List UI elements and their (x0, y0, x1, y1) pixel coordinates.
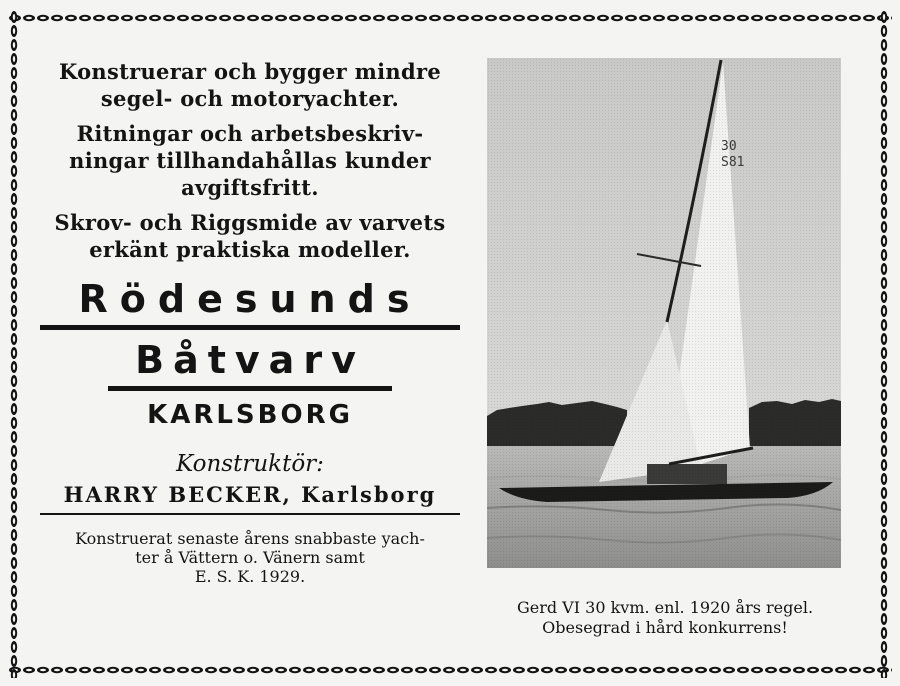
designer-label: Konstruktör: (176, 451, 324, 477)
photo-caption (475, 598, 855, 638)
text-line: avgiftsfritt. (181, 175, 319, 200)
text-line: erkänt praktiska modeller. (89, 237, 411, 262)
caption-line: Obesegrad i hård konkurrens! (542, 618, 788, 637)
text-line: segel- och motoryachter. (100, 86, 400, 111)
city-name: KARLSBORG (147, 400, 353, 430)
text-line: Konstruerat senaste årens snabbaste yach- (75, 529, 425, 548)
brand-name-line1: Rödesunds (78, 277, 422, 321)
ornamental-border-right (876, 10, 892, 678)
text-line: E. S. K. 1929. (194, 567, 306, 586)
text-line: ter å Vättern o. Vänern samt (135, 548, 365, 567)
drawings-paragraph (30, 120, 470, 201)
sailboat-photo (487, 58, 841, 568)
brand-name-line2: Båtvarv (135, 338, 365, 382)
divider-rule (40, 325, 460, 330)
text-line: ningar tillhandahållas kunder (69, 148, 431, 173)
divider-rule (108, 386, 392, 391)
caption-line: Gerd VI 30 kvm. enl. 1920 års regel. (516, 598, 814, 617)
text-line: Ritningar och arbetsbeskriv- (76, 121, 424, 146)
text-line: Skrov- och Riggsmide av varvets (54, 210, 446, 235)
ornamental-border-top (8, 10, 892, 26)
rigging-paragraph (30, 209, 470, 263)
designer-name: HARRY BECKER, Karlsborg (63, 482, 437, 507)
ornamental-border-left (6, 10, 22, 678)
ornamental-border-bottom (8, 662, 892, 678)
services-paragraph (30, 58, 470, 112)
text-line: Konstruerar och bygger mindre (59, 59, 441, 84)
advertisement-text-column (30, 58, 470, 586)
divider-rule (40, 513, 460, 515)
achievements-note (30, 529, 470, 586)
